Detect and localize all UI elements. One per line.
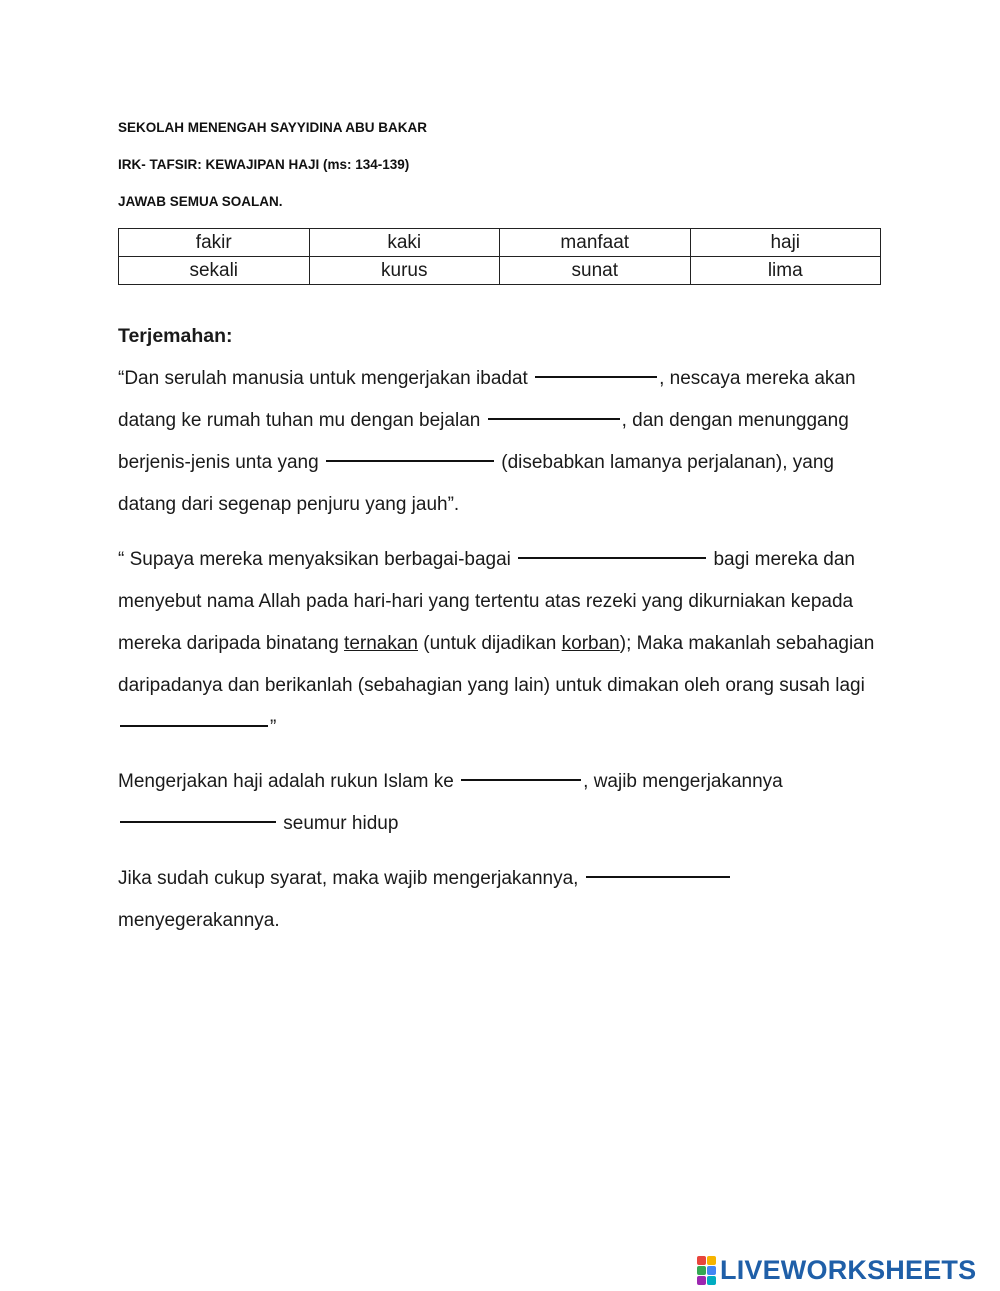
blank-answer-3[interactable]	[326, 442, 494, 462]
paragraph-text: , nescaya mereka akan datang ke rumah tuhan mu dengan bejalan	[118, 368, 856, 431]
paragraph-text: (disebabkan lamanya perjalanan), yang datang dari segenap penjuru yang jauh”.	[118, 452, 834, 515]
paragraph-text: (untuk dijadikan	[418, 633, 562, 654]
blank-answer-6[interactable]	[461, 761, 581, 781]
blank-answer-8[interactable]	[586, 858, 730, 878]
word-bank-cell: lima	[690, 257, 881, 285]
word-bank-cell: haji	[690, 229, 881, 257]
paragraph-text: “Dan serulah manusia untuk mengerjakan ibadat	[118, 368, 534, 389]
translation-paragraph-1	[118, 358, 888, 526]
liveworksheets-logo	[697, 1255, 976, 1285]
school-name: SEKOLAH MENENGAH SAYYIDINA ABU BAKAR	[118, 120, 428, 135]
answer-input-6[interactable]	[461, 774, 581, 792]
answer-input-1[interactable]	[535, 371, 657, 389]
word-bank-cell: manfaat	[500, 229, 691, 257]
word-bank-cell: kurus	[309, 257, 500, 285]
word-bank-table	[118, 228, 881, 285]
answer-input-4[interactable]	[518, 552, 706, 570]
blank-answer-5[interactable]	[120, 707, 268, 727]
paragraph-text: bagi mereka dan menyebut nama Allah pada hari-hari yang tertentu atas rezeki yang dikurniakan kepada mereka daripada binatang	[118, 549, 855, 654]
underlined-word: korban	[561, 633, 620, 654]
answer-input-8[interactable]	[586, 871, 730, 889]
blank-answer-4[interactable]	[518, 539, 706, 559]
logo-block	[707, 1256, 716, 1265]
word-bank-row	[119, 229, 881, 257]
subject-title: IRK- TAFSIR: KEWAJIPAN HAJI (ms: 134-139)	[118, 157, 410, 172]
paragraph-text: , dan dengan menunggang berjenis-jenis unta yang	[118, 410, 849, 473]
word-bank-cell: sunat	[500, 257, 691, 285]
blank-answer-2[interactable]	[488, 400, 620, 420]
paragraph-text: seumur hidup	[278, 813, 399, 834]
paragraph-text: , wajib mengerjakannya	[583, 771, 783, 792]
answer-input-7[interactable]	[120, 816, 276, 834]
syarat-paragraph	[118, 858, 888, 942]
answer-input-5[interactable]	[120, 720, 268, 738]
paragraph-text: ); Maka makanlah sebahagian daripadanya dan berikanlah (sebahagian yang lain) untuk dimakan oleh orang susah lagi	[118, 633, 875, 696]
section-title: Terjemahan:	[118, 325, 233, 347]
paragraph-text: “ Supaya mereka menyaksikan berbagai-bagai	[118, 549, 517, 570]
answer-input-2[interactable]	[488, 413, 620, 431]
logo-block	[697, 1256, 706, 1265]
logo-block	[697, 1266, 706, 1275]
instruction: JAWAB SEMUA SOALAN.	[118, 194, 283, 209]
translation-paragraph-2	[118, 539, 888, 749]
logo-block	[707, 1266, 716, 1275]
logo-blocks-icon	[697, 1256, 716, 1285]
word-bank-row	[119, 257, 881, 285]
underlined-word: ternakan	[344, 633, 418, 654]
paragraph-text: menyegerakannya.	[118, 910, 280, 931]
blank-answer-1[interactable]	[535, 358, 657, 378]
paragraph-text: Jika sudah cukup syarat, maka wajib mengerjakannya,	[118, 868, 584, 889]
answer-input-3[interactable]	[326, 455, 494, 473]
word-bank-cell: sekali	[119, 257, 310, 285]
logo-text: LIVEWORKSHEETS	[720, 1254, 977, 1285]
word-bank-cell: fakir	[119, 229, 310, 257]
logo-block	[697, 1276, 706, 1285]
blank-answer-7[interactable]	[120, 803, 276, 823]
word-bank-cell: kaki	[309, 229, 500, 257]
rukun-paragraph	[118, 761, 888, 845]
paragraph-text: ”	[270, 717, 277, 738]
paragraph-text: Mengerjakan haji adalah rukun Islam ke	[118, 771, 460, 792]
logo-block	[707, 1276, 716, 1285]
